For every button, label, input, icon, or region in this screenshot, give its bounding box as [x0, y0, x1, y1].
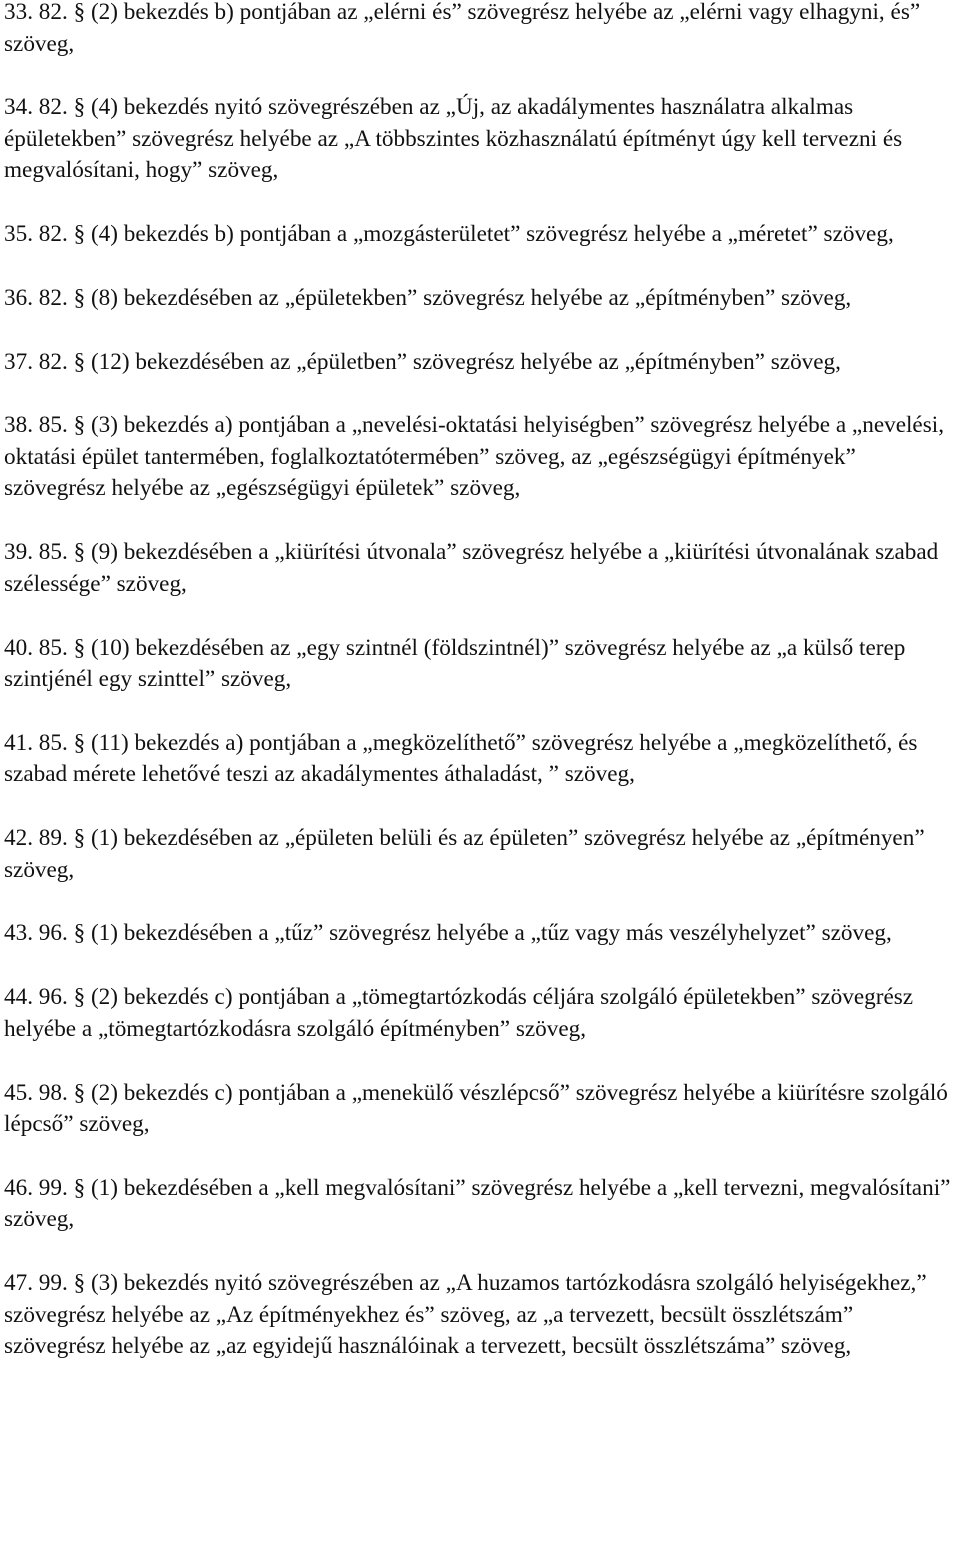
amendment-item-33: 33. 82. § (2) bekezdés b) pontjában az „elérni és” szövegrész helyébe az „elérni vagy elhagyni, és” szöveg, [4, 0, 921, 57]
amendment-item-37: 37. 82. § (12) bekezdésében az „épületben” szövegrész helyébe az „építményben” szöveg, [4, 348, 841, 375]
amendment-item-46: 46. 99. § (1) bekezdésében a „kell megvalósítani” szövegrész helyébe a „kell tervezni, megvalósítani” szöveg, [4, 1174, 951, 1233]
amendment-item-45: 45. 98. § (2) bekezdés c) pontjában a „menekülő vészlépcső” szövegrész helyébe a kiürítésre szolgáló lépcső” szöveg, [4, 1079, 948, 1138]
amendment-item-41: 41. 85. § (11) bekezdés a) pontjában a „megközelíthető” szövegrész helyébe a „megközelíthető, és szabad mérete lehetővé teszi az akadálymentes áthaladást, ” szöveg, [4, 729, 918, 788]
amendment-item-36: 36. 82. § (8) bekezdésében az „épületekben” szövegrész helyébe az „építményben” szöveg, [4, 284, 852, 311]
amendment-item-44: 44. 96. § (2) bekezdés c) pontjában a „tömegtartózkodás céljára szolgáló épületekben” szövegrész helyébe a „tömegtartózkodásra szolgáló építményben” szöveg, [4, 984, 914, 1042]
amendment-item-42: 42. 89. § (1) bekezdésében az „épületen belüli és az épületen” szövegrész helyébe az „építményen” szöveg, [4, 825, 925, 883]
amendment-item-40: 40. 85. § (10) bekezdésében az „egy szintnél (földszintnél)” szövegrész helyébe az „a külső terep szintjénél egy szinttel” szöveg, [4, 634, 906, 693]
amendment-item-39: 39. 85. § (9) bekezdésében a „kiürítési útvonala” szövegrész helyébe a „kiürítési útvonalának szabad szélessége” szöveg, [4, 539, 939, 597]
amendment-item-35: 35. 82. § (4) bekezdés b) pontjában a „mozgásterületet” szövegrész helyébe a „méretet” szöveg, [4, 221, 894, 248]
amendment-item-43: 43. 96. § (1) bekezdésében a „tűz” szövegrész helyébe a „tűz vagy más veszélyhelyzet” szöveg, [4, 920, 892, 947]
amendment-item-47: 47. 99. § (3) bekezdés nyitó szövegrészében az „A huzamos tartózkodásra szolgáló helyiségekhez,” szövegrész helyébe az „Az építményekhez és” szöveg, az „a tervezett, becsült összlétszám” szövegrész helyébe az „az egyidejű használóinak a tervezett, becsült összlétszáma” szöveg, [4, 1270, 927, 1360]
amendment-item-34: 34. 82. § (4) bekezdés nyitó szövegrészében az „Új, az akadálymentes használatra alkalmas épületekben” szövegrész helyébe az „A többszintes közhasználatú építményt úgy kell tervezni és megvalósítani, hogy” szöveg, [4, 94, 903, 184]
amendment-item-38: 38. 85. § (3) bekezdés a) pontjában a „nevelési-oktatási helyiségben” szövegrész helyébe a „nevelési, oktatási épület tantermében, foglalkoztatótermében” szöveg, az „egészségügyi építmények” szövegrész helyébe az „egészségügyi épületek” szöveg, [4, 412, 944, 502]
